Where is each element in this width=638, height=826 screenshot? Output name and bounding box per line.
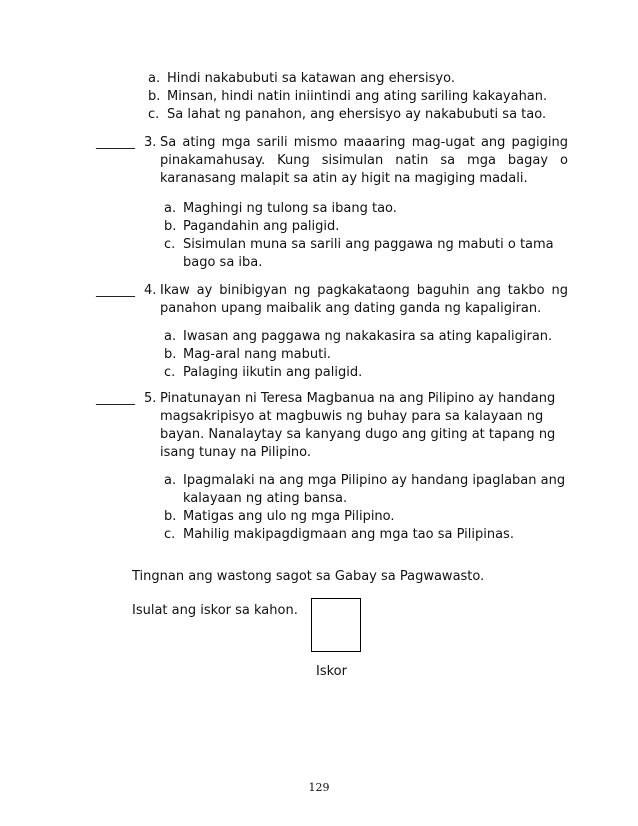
- question-text: panahon upang maibalik ang dating ganda ng kapaligiran.: [160, 301, 542, 316]
- list-item: a. Hindi nakabubuti sa katawan ang ehersisyo.: [148, 71, 455, 86]
- question-text: Sa ating mga sarili mismo maaaring mag-ugat ang pagiging: [160, 135, 568, 150]
- list-item: a. Maghingi ng tulong sa ibang tao.: [164, 201, 397, 216]
- question-text: pinakamahusay. Kung sisimulan natin sa mga bagay o karanasang malapit sa atin ay higit na magiging madali.: [160, 153, 568, 186]
- score-box[interactable]: [311, 598, 361, 652]
- list-item: c. Sa lahat ng panahon, ang ehersisyo ay nakabubuti sa tao.: [148, 107, 547, 122]
- list-item: b. Matigas ang ulo ng mga Pilipino.: [164, 509, 395, 524]
- question-number: 5.: [144, 391, 157, 406]
- question-text: Ikaw ay binibigyan ng pagkakataong baguhin ang takbo ng: [160, 283, 568, 298]
- answer-blank[interactable]: ______: [96, 283, 135, 298]
- question-number: 4.: [144, 283, 157, 298]
- score-label: Iskor: [316, 664, 347, 679]
- list-item: b. Mag-aral nang mabuti.: [164, 347, 331, 362]
- instruction-text: Tingnan ang wastong sagot sa Gabay sa Pagwawasto.: [132, 569, 485, 584]
- list-item: c. Mahilig makipagdigmaan ang mga tao sa Pilipinas.: [164, 527, 514, 542]
- list-item: c. Sisimulan muna sa sarili ang paggawa ng mabuti o tama bago sa iba.: [164, 237, 554, 270]
- list-item: c. Palaging iikutin ang paligid.: [164, 365, 363, 380]
- list-item: a. Iwasan ang paggawa ng nakakasira sa ating kapaligiran.: [164, 329, 553, 344]
- answer-blank[interactable]: ______: [96, 135, 135, 150]
- question-text: bayan. Nanalaytay sa kanyang dugo ang giting at tapang ng: [160, 427, 556, 442]
- question-text: magsakripisyo at magbuwis ng buhay para sa kalayaan ng: [160, 409, 544, 424]
- question-number: 3.: [144, 135, 157, 150]
- list-item: b. Pagandahin ang paligid.: [164, 219, 340, 234]
- question-text: Pinatunayan ni Teresa Magbanua na ang Pilipino ay handang: [160, 391, 556, 406]
- page-number: 129: [308, 781, 330, 794]
- list-item: a. Ipagmalaki na ang mga Pilipino ay handang ipaglaban ang kalayaan ng ating bansa.: [164, 473, 566, 506]
- list-item: b. Minsan, hindi natin iniintindi ang ating sariling kakayahan.: [148, 89, 548, 104]
- answer-blank[interactable]: ______: [96, 391, 135, 406]
- instruction-text: Isulat ang iskor sa kahon.: [132, 603, 298, 618]
- question-text: isang tunay na Pilipino.: [160, 445, 312, 460]
